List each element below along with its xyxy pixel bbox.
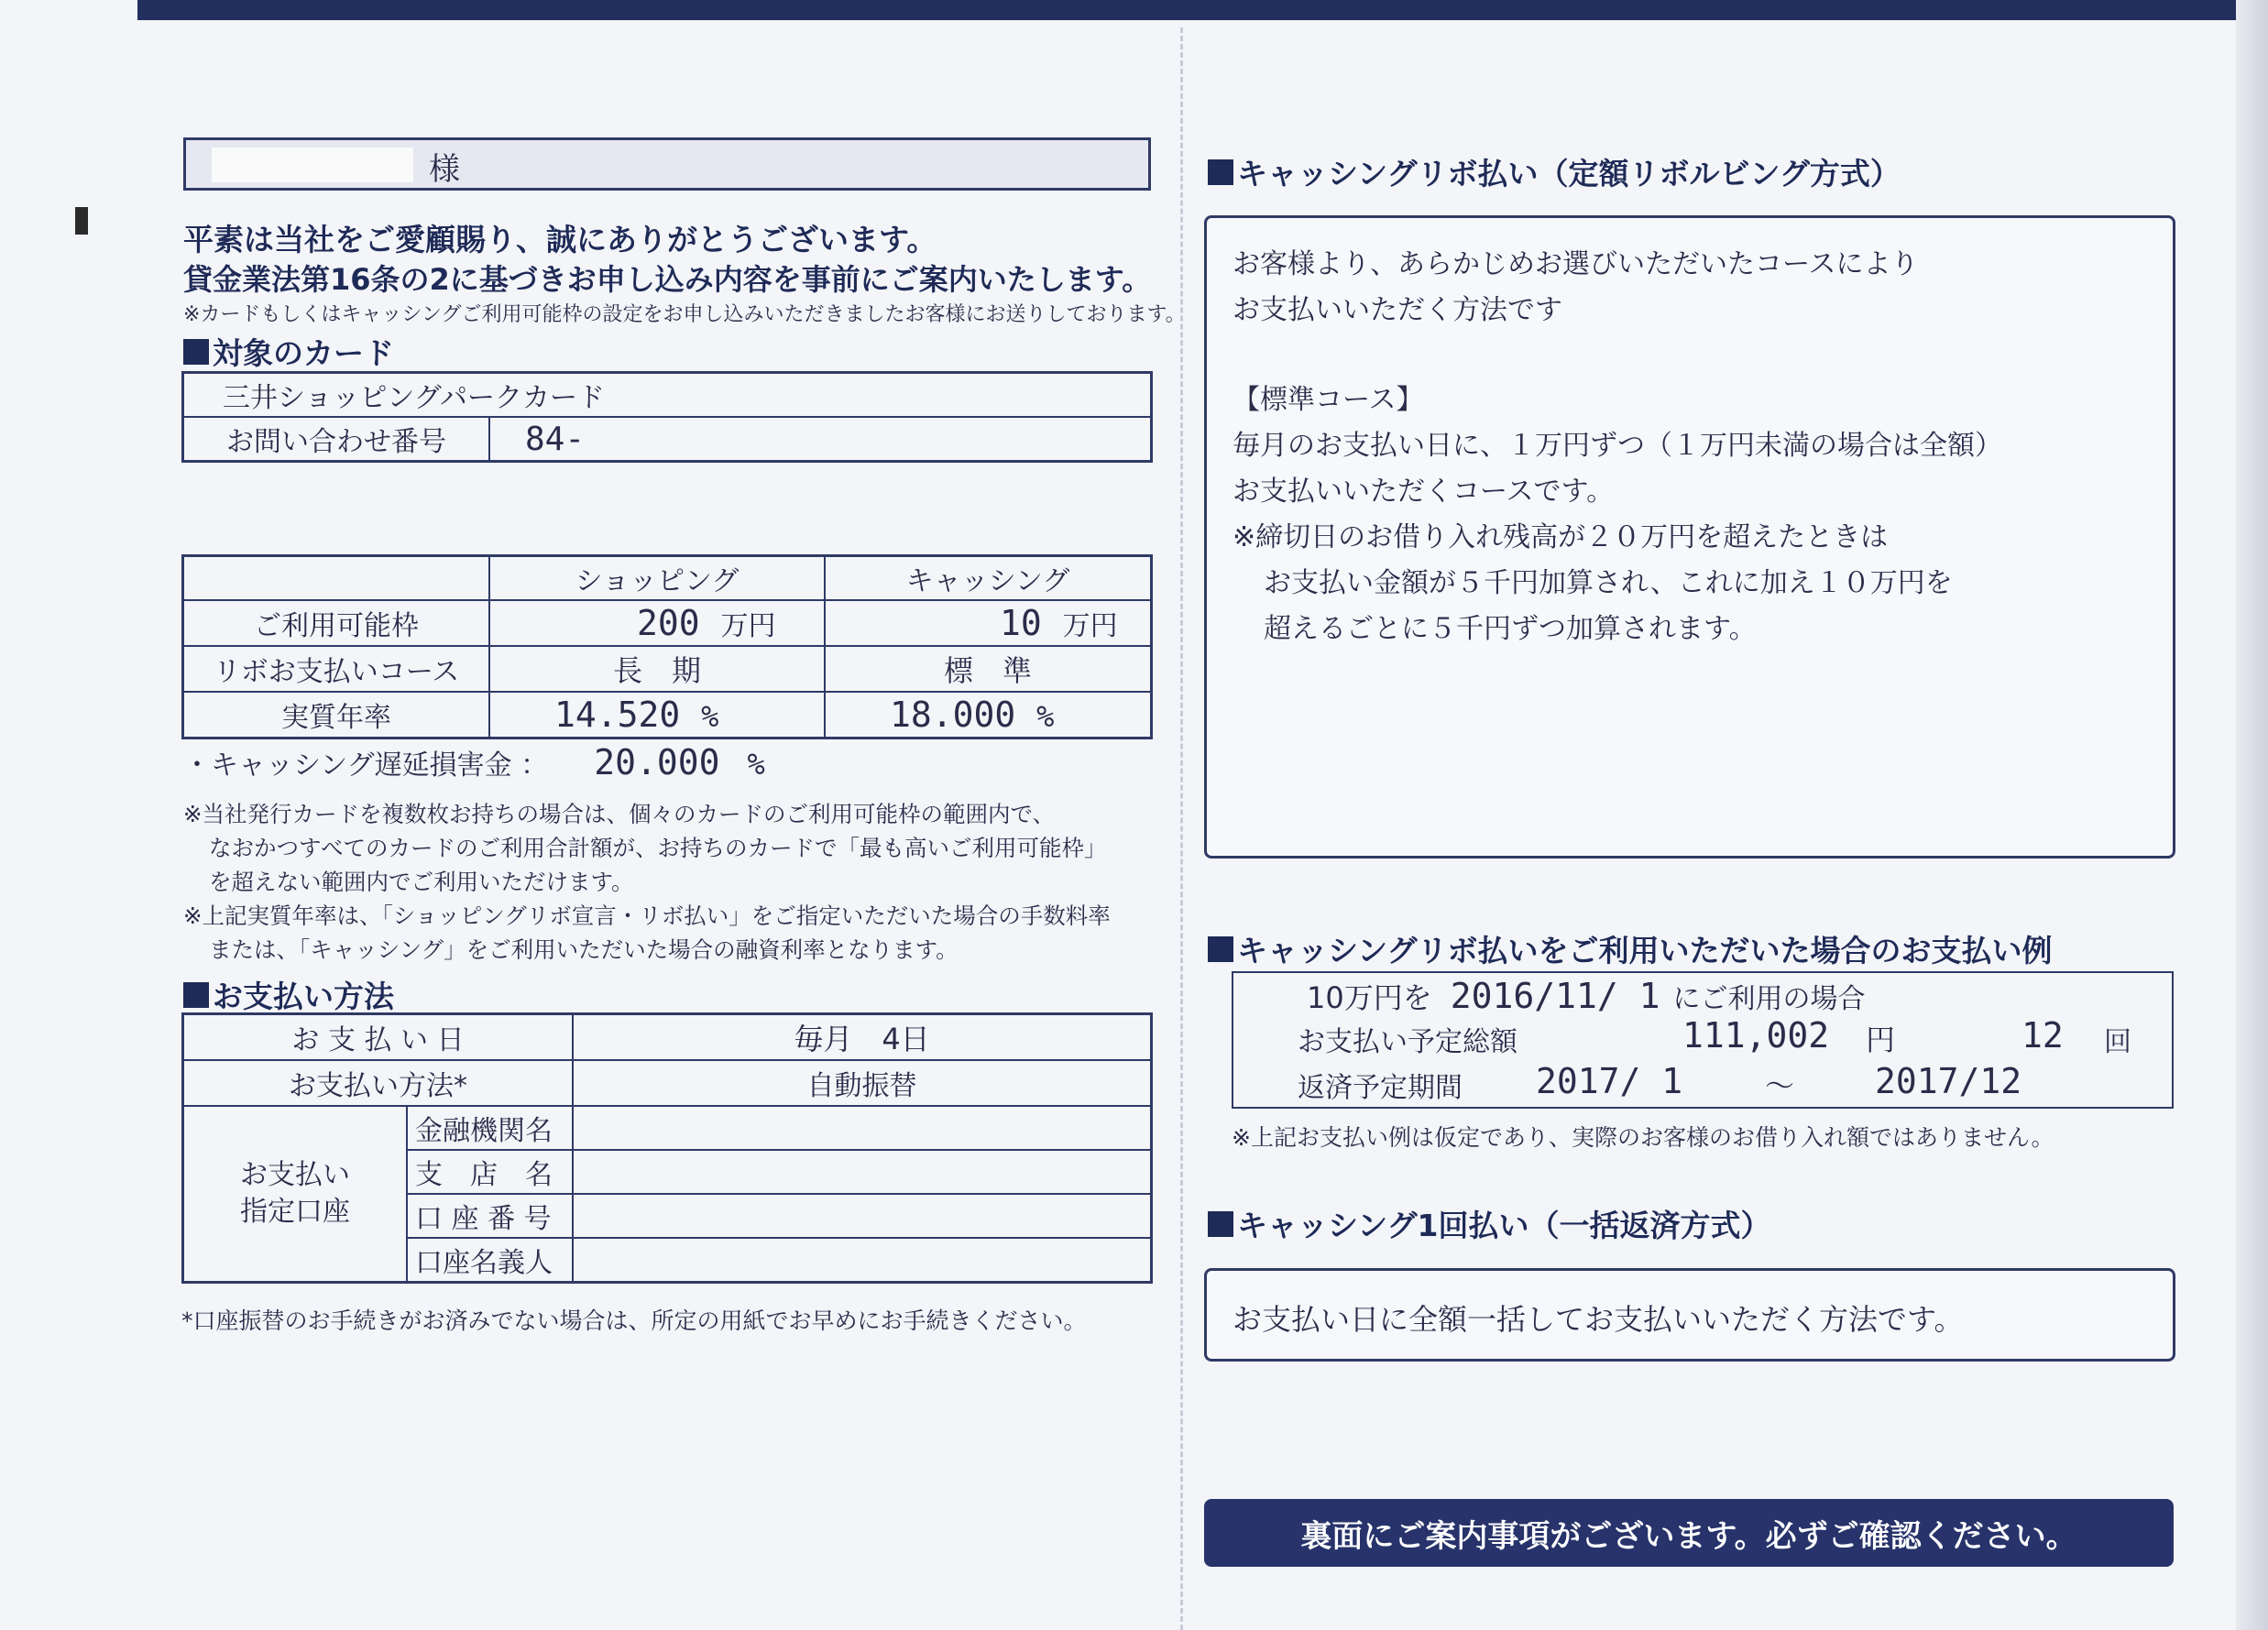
payment-table: [181, 1012, 1153, 1284]
pay-method-label: お支払い方法*: [183, 1060, 574, 1106]
account-label-line1: お支払い: [240, 1159, 350, 1191]
row-label-apr: 実質年率: [183, 692, 490, 738]
bank-label: 金融機関名: [407, 1106, 573, 1150]
customer-name-box: [183, 137, 1151, 191]
note2-line1: ※上記実質年率は、「ショッピングリボ宣言・リボ払い」をご指定いただいた場合の手数料率: [183, 903, 1111, 929]
cashing-limit: [825, 600, 1152, 646]
bank-field: [573, 1106, 1152, 1150]
period-label: 返済予定期間: [1298, 1072, 1463, 1104]
lump-sum-box: [1204, 1268, 2175, 1362]
payment-section-heading: [183, 973, 394, 1016]
example-note: ※上記お支払い例は仮定であり、実際のお客様のお借り入れ額ではありません。: [1232, 1124, 2054, 1151]
cashing-course: 標 準: [825, 646, 1152, 692]
example-amount: 10万円を: [1307, 980, 1432, 1015]
period-separator: ～: [1765, 1068, 1795, 1103]
branch-label: 支 店 名: [407, 1150, 573, 1194]
lump-sum-text: お支払い日に全額一括してお支払いいただく方法です。: [1233, 1302, 1964, 1337]
account-label-line2: 指定口座: [240, 1196, 350, 1228]
times-value: 12: [2021, 1015, 2064, 1056]
limits-table: [181, 554, 1153, 739]
cashing-limit-value: 10: [1000, 603, 1042, 643]
cashing-apr-unit: %: [1036, 698, 1055, 734]
note1-line1: ※当社発行カードを複数枚お持ちの場合は、個々のカードのご利用可能枠の範囲内で、: [183, 801, 1056, 827]
late-fee-line: [183, 742, 765, 782]
example-date-suffix: にご利用の場合: [1672, 983, 1866, 1015]
revolving-heading: [1208, 150, 1901, 193]
account-label: [183, 1106, 408, 1283]
row-label-course: リボお支払いコース: [183, 646, 490, 692]
page-edge: [2236, 0, 2268, 1630]
shopping-apr: [489, 692, 825, 738]
limits-header-blank: [183, 556, 490, 601]
shopping-limit: [489, 600, 825, 646]
cashing-apr-value: 18.000: [890, 694, 1016, 735]
pay-method-value: 自動振替: [573, 1060, 1152, 1106]
example-box: [1232, 971, 2174, 1109]
revolving-line7: 超えるごとに５千円ずつ加算されます。: [1264, 613, 1757, 645]
example-heading: [1208, 927, 2053, 970]
registration-mark: [75, 207, 88, 235]
notes-block: [183, 797, 1164, 967]
card-section-title: 対象のカード: [213, 335, 394, 371]
fold-line: [1180, 27, 1183, 1630]
total-value: 111,002: [1682, 1015, 1830, 1056]
revolving-line6: お支払い金額が５千円加算され、これに加え１０万円を: [1264, 567, 1953, 599]
col-shopping: ショッピング: [489, 556, 825, 601]
account-number-label: 口 座 番 号: [407, 1194, 573, 1238]
period-end: 2017/12: [1875, 1061, 2022, 1101]
card-table: [181, 371, 1153, 463]
example-date: 2016/11/ 1: [1450, 976, 1660, 1016]
late-fee-unit: %: [747, 747, 765, 782]
payment-section-title: お支払い方法: [213, 979, 394, 1014]
notice-banner: [1204, 1499, 2174, 1567]
heading-square-icon: [183, 339, 209, 365]
revolving-line4: お支払いいただくコースです。: [1233, 476, 1615, 508]
greeting-note: ※カードもしくはキャッシングご利用可能枠の設定をお申し込みいただきましたお客様にお送りしております。: [183, 303, 1186, 326]
pay-day-value: 毎月 4日: [573, 1014, 1152, 1061]
pay-day-label: お 支 払 い 日: [183, 1014, 574, 1061]
greeting-line-1: 平素は当社をご愛顧賜り、誠にありがとうございます。: [183, 222, 937, 257]
redacted-name: [212, 148, 413, 182]
course-title: 【標準コース】: [1233, 384, 1424, 416]
shopping-apr-unit: %: [701, 698, 719, 734]
example-usage-line: [1307, 975, 1866, 1017]
branch-field: [573, 1150, 1152, 1194]
times-unit: 回: [2104, 1026, 2131, 1058]
revolving-line2: お支払いいただく方法です: [1233, 294, 1562, 326]
lump-sum-title: キャッシング1回払い（一括返済方式）: [1237, 1208, 1771, 1243]
notice-banner-text: 裏面にご案内事項がございます。必ずご確認ください。: [1300, 1517, 2077, 1555]
revolving-line3: 毎月のお支払い日に、１万円ずつ（１万円未満の場合は全額）: [1233, 430, 2002, 462]
example-title: キャッシングリボ払いをご利用いただいた場合のお支払い例: [1237, 933, 2053, 968]
period-start: 2017/ 1: [1536, 1061, 1683, 1101]
shopping-limit-unit: 万円: [720, 610, 776, 642]
col-cashing: キャッシング: [825, 556, 1152, 601]
note2-line2: または、「キャッシング」をご利用いただいた場合の融資利率となります。: [209, 936, 959, 963]
total-label: お支払い予定総額: [1298, 1026, 1517, 1058]
late-fee-value: 20.000: [594, 742, 720, 782]
greeting-line-2: 貸金業法第16条の2に基づきお申し込み内容を事前にご案内いたします。: [183, 262, 1152, 297]
account-number-field: [573, 1194, 1152, 1238]
note1-line3: を超えない範囲内でご利用いただけます。: [209, 869, 634, 895]
revolving-line1: お客様より、あらかじめお選びいただいたコースにより: [1233, 248, 1919, 280]
heading-square-icon: [1208, 936, 1233, 962]
total-unit: 円: [1866, 1023, 1896, 1057]
top-border-bar: [137, 0, 2268, 20]
card-name: 三井ショッピングパークカード: [183, 373, 1152, 418]
shopping-course: 長 期: [489, 646, 825, 692]
revolving-line5: ※締切日のお借り入れ残高が２０万円を超えたときは: [1233, 521, 1889, 553]
card-section-heading: [183, 330, 394, 373]
inquiry-label: お問い合わせ番号: [183, 417, 490, 462]
revolving-box: [1204, 215, 2175, 859]
cashing-apr: [825, 692, 1152, 738]
note1-line2: なおかつすべてのカードのご利用合計額が、お持ちのカードで「最も高いご利用可能枠」: [209, 835, 1107, 861]
revolving-title: キャッシングリボ払い（定額リボルビング方式）: [1237, 156, 1901, 191]
account-holder-field: [573, 1238, 1152, 1283]
lump-sum-heading: [1208, 1202, 1770, 1245]
heading-square-icon: [1208, 1211, 1233, 1237]
late-fee-label: ・キャッシング遅延損害金 ：: [183, 749, 549, 782]
shopping-apr-value: 14.520: [554, 694, 681, 735]
inquiry-value: 84-: [489, 417, 1152, 462]
account-holder-label: 口座名義人: [407, 1238, 573, 1283]
payment-footnote: *口座振替のお手続きがお済みでない場合は、所定の用紙でお早めにお手続きください。: [181, 1307, 1087, 1334]
heading-square-icon: [183, 982, 209, 1008]
shopping-limit-value: 200: [637, 603, 700, 643]
heading-square-icon: [1208, 159, 1233, 185]
row-label-limit: ご利用可能枠: [183, 600, 490, 646]
cashing-limit-unit: 万円: [1062, 610, 1118, 642]
honorific: 様: [429, 151, 460, 188]
